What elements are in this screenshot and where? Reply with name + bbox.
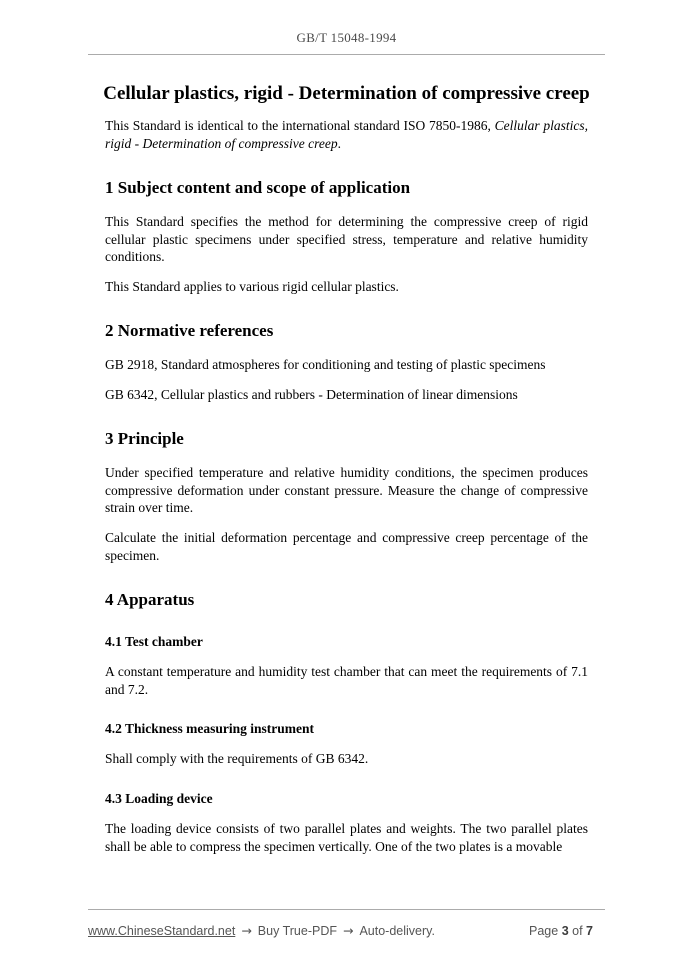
- intro-tail-text: .: [337, 135, 341, 151]
- page-footer: [0, 909, 693, 980]
- paragraph-reference: GB 2918, Standard atmospheres for conditioning and testing of plastic specimens: [105, 357, 546, 373]
- paragraph: A constant temperature and humidity test chamber that can meet the requirements of 7.1 and 7.2.: [105, 663, 588, 697]
- section-heading-1: 1 Subject content and scope of application: [105, 177, 411, 197]
- subsection-heading-4-1: 4.1 Test chamber: [105, 633, 203, 649]
- arrow-icon: →: [241, 923, 252, 938]
- paragraph: Calculate the initial deformation percentage and compressive creep percentage of the specimen.: [105, 530, 588, 564]
- paragraph-reference: GB 6342, Cellular plastics and rubbers - Determination of linear dimensions: [105, 386, 518, 402]
- paragraph: This Standard specifies the method for determining the compressive creep of rigid cellular plastic specimens under specified stress, temperature and relative humidity conditions.: [105, 213, 588, 265]
- of-label: of: [572, 924, 583, 938]
- section-heading-3: 3 Principle: [105, 428, 184, 448]
- intro-italic-title: Cellular plastics, rigid - Determination of compressive creep: [105, 118, 588, 151]
- section-heading-2: 2 Normative references: [105, 320, 274, 340]
- header-divider: [88, 54, 605, 55]
- paragraph: Shall comply with the requirements of GB 6342.: [105, 751, 369, 767]
- section-heading-4: 4 Apparatus: [105, 589, 195, 609]
- document-title: Cellular plastics, rigid - Determination of compressive creep: [103, 83, 590, 104]
- page-label: Page: [529, 924, 559, 938]
- buy-pdf-label: Buy True-PDF: [257, 924, 337, 938]
- paragraph: This Standard applies to various rigid cellular plastics.: [105, 279, 399, 295]
- current-page-number: 3: [561, 924, 569, 938]
- document-body: [105, 117, 588, 855]
- intro-lead-text: This Standard is identical to the international standard ISO 7850-1986,: [105, 118, 495, 133]
- paragraph: The loading device consists of two parallel plates and weights. The two parallel plates shall be able to compress the specimen vertically. One of the two plates is a movable: [105, 820, 588, 854]
- subsection-heading-4-2: 4.2 Thickness measuring instrument: [105, 721, 315, 737]
- page-indicator: [529, 924, 593, 938]
- page-header: [0, 0, 693, 55]
- arrow-icon: →: [342, 923, 354, 938]
- footer-source: [88, 923, 435, 938]
- paragraph: Under specified temperature and relative humidity conditions, the specimen produces compressive deformation under constant pressure. Measure the change of compressive strain over time.: [105, 464, 588, 516]
- subsection-heading-4-3: 4.3 Loading device: [105, 791, 213, 806]
- standard-number: GB/T 15048-1994: [296, 30, 397, 45]
- footer-divider: [88, 909, 605, 910]
- auto-delivery-label: Auto-delivery.: [359, 924, 435, 938]
- total-page-number: 7: [586, 924, 593, 938]
- website-link[interactable]: www.ChineseStandard.net: [88, 924, 236, 938]
- footer-row: [88, 923, 593, 938]
- intro-paragraph: [105, 117, 588, 153]
